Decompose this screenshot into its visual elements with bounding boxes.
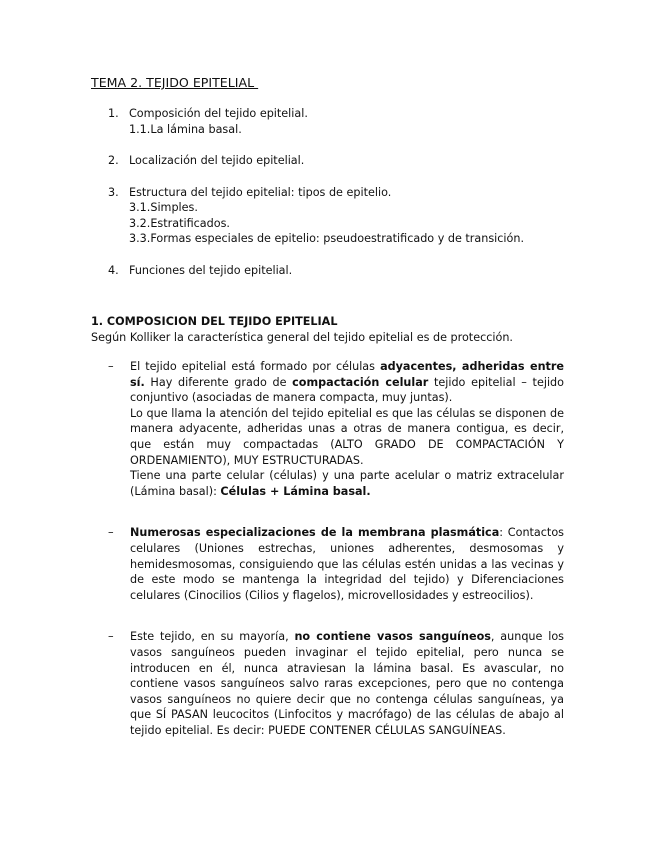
toc-number: 2.	[108, 154, 119, 167]
text-run: Hay diferente grado de	[144, 375, 293, 389]
bullet-item	[108, 359, 564, 499]
bullet-dash: –	[108, 630, 114, 644]
text-run: , aunque los vasos sanguíneos pueden invaginar el tejido epitelial, pero nunca se introducen en él, nunca atraviesan la lámina basal. Es avascular, no contiene vasos sanguíneos salvo raras excepciones, pero que no contenga vasos sanguíneos no quiere decir que no contenga células sanguíneas, ya que SÍ PASAN leucocitos (Linfocitos y macrófago) de las células de abajo al tejido epitelial. Es decir: PUEDE CONTENER CÉLULAS SANGUÍNEAS.	[130, 630, 565, 737]
bullet-paragraph	[130, 359, 564, 406]
toc-text: Localización del tejido epitelial.	[129, 154, 305, 167]
toc-text: Funciones del tejido epitelial.	[129, 263, 293, 277]
toc-item	[108, 106, 588, 137]
text-run: Este tejido, en su mayoría,	[130, 630, 295, 644]
bold-text: Numerosas especializaciones de la membrana plasmática	[130, 526, 500, 540]
bullet-dash: –	[108, 360, 114, 373]
toc-text: Composición del tejido epitelial.	[129, 107, 308, 120]
section-title: 1. COMPOSICION DEL TEJIDO EPITELIAL	[91, 315, 338, 328]
bold-text: no contiene vasos sanguíneos	[294, 630, 491, 644]
text-run: : Contactos celulares (Uniones estrechas, uniones adherentes, desmosomas y hemidesmosomas, consiguiendo que las células estén unidas a las vecinas y de este modo se mantenga la integridad del tejido) y Diferenciaciones celulares (Cinocilios (Cilios y flagelos), microvellosidades y estreocilios).	[130, 526, 564, 602]
bullet-item	[108, 525, 564, 603]
toc-number: 3.	[108, 185, 119, 199]
toc-item	[108, 185, 588, 247]
toc-number: 1.	[108, 107, 119, 120]
bold-text: Células + Lámina basal.	[220, 484, 371, 498]
section-intro: Según Kolliker la característica general del tejido epitelial es de protección.	[91, 331, 513, 344]
bullet-dash: –	[108, 526, 114, 540]
toc-subitem: 3.2.Estratificados.	[129, 216, 230, 230]
document-title: TEMA 2. TEJIDO EPITELIAL	[91, 75, 259, 90]
table-of-contents	[108, 106, 588, 294]
toc-subitem: 3.1.Simples.	[129, 201, 198, 214]
bullet-paragraph	[130, 525, 564, 603]
bullet-item	[108, 629, 564, 738]
bullet-list	[108, 359, 564, 758]
toc-item	[108, 263, 588, 279]
bold-text: adyacentes, adheridas entre sí.	[130, 360, 564, 389]
text-run: El tejido epitelial está formado por células	[130, 360, 381, 373]
toc-number: 4.	[108, 263, 119, 277]
bullet-paragraph	[130, 629, 564, 738]
toc-text: Estructura del tejido epitelial: tipos de epitelio.	[129, 185, 392, 199]
bold-text: compactación celular	[292, 375, 429, 389]
bullet-paragraph: Lo que llama la atención del tejido epitelial es que las células se disponen de manera adyacente, adheridas unas a otras de manera contigua, es decir, que están muy compactadas (ALTO GRADO DE COMPACTACIÓN Y ORDENAMIENTO), MUY ESTRUCTURADAS.	[130, 406, 564, 467]
toc-subitem: 3.3.Formas especiales de epitelio: pseudoestratificado y de transición.	[129, 232, 525, 245]
text-run: tejido epitelial – tejido conjuntivo (asociadas de manera compacta, muy juntas).	[130, 375, 564, 405]
text-run: Tiene una parte celular (células) y una parte acelular o matriz extracelular (Lámina basal):	[130, 469, 564, 498]
toc-item	[108, 153, 588, 169]
toc-subitem: 1.1.La lámina basal.	[129, 122, 242, 136]
bullet-paragraph	[130, 468, 564, 499]
